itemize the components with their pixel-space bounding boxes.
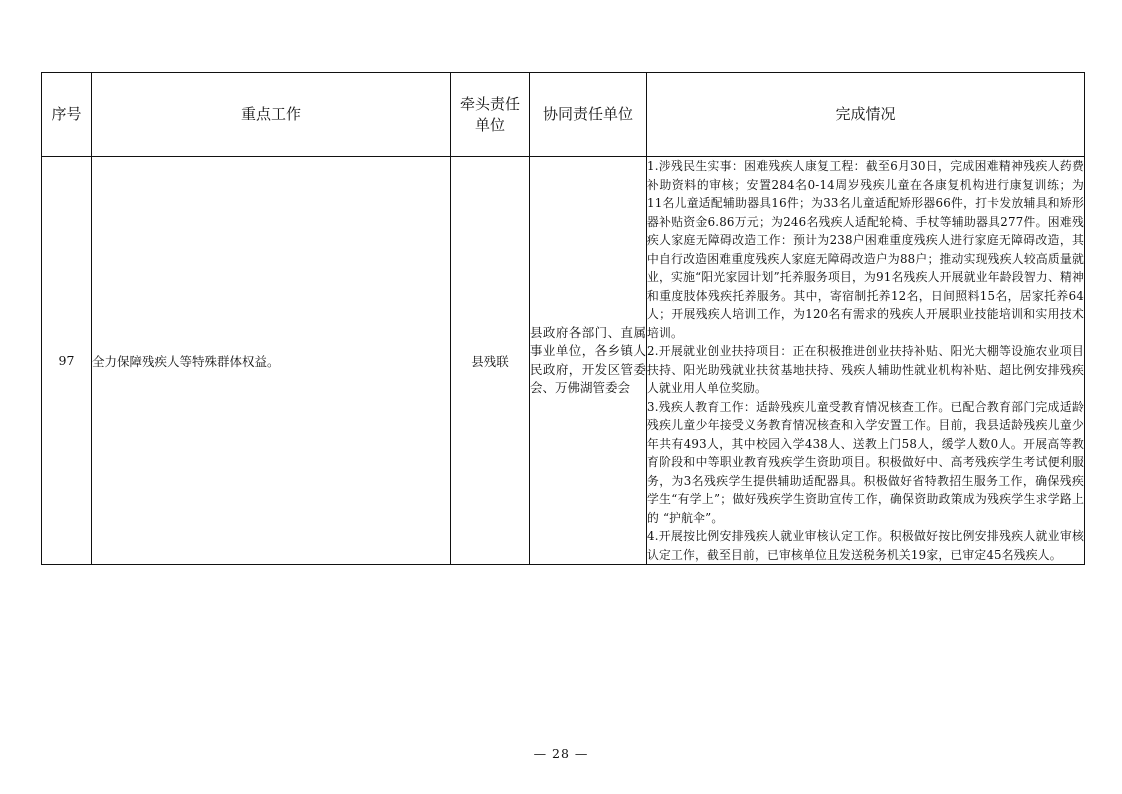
header-task: 重点工作: [92, 73, 451, 157]
work-table: [41, 72, 1085, 565]
row-completion: [647, 157, 1085, 565]
row-coop-units: 县政府各部门、直属事业单位，各乡镇人民政府，开发区管委会、万佛湖管委会: [530, 157, 647, 565]
row-index: 97: [42, 157, 92, 565]
header-row: [42, 73, 1085, 157]
page-number: — 28 —: [533, 746, 589, 761]
completion-item-3: 3.残疾人教育工作：适龄残疾儿童受教育情况核查工作。已配合教育部门完成适龄残疾儿童少年接受义务教育情况核查和入学安置工作。目前，我县适龄残疾儿童少年共有493人，其中校园入学438人、送教上门58人，缓学人数0人。开展高等教育阶段和中等职业教育残疾学生资助项目。积极做好中、高考残疾学生考试便利服务，为3名残疾学生提供辅助适配器具。积极做好省特教招生服务工作，确保残疾学生“有学上”；做好残疾学生资助宣传工作，确保资助政策成为残疾学生求学路上的 “护航伞”。: [647, 399, 1084, 525]
header-lead: 牵头责任 单位: [451, 73, 530, 157]
header-coop: 协同责任单位: [530, 73, 647, 157]
completion-item-1: 1.涉残民生实事：困难残疾人康复工程：截至6月30日，完成困难精神残疾人药费补助资料的审核；安置284名0-14周岁残疾儿童在各康复机构进行康复训练；为11名儿童适配辅助器具16件；为33名儿童适配矫形器66件，打卡发放辅具和矫形器补贴资金6.86万元；为246名残疾人适配轮椅、手杖等辅助器具277件。困难残疾人家庭无障碍改造工作：预计为238户困难重度残疾人进行家庭无障碍改造，其中自行改造困难重度残疾人家庭无障碍改造户为88户；推动实现残疾人较高质量就业，实施“阳光家园计划”托养服务项目，为91名残疾人开展就业年龄段智力、精神和重度肢体残疾托养服务。其中，寄宿制托养12名，日间照料15名，居家托养64人；开展残疾人培训工作，为120名有需求的残疾人开展职业技能培训和实用技术培训。: [647, 159, 1084, 340]
table-row: [42, 157, 1085, 565]
row-lead-unit: 县残联: [451, 157, 530, 565]
completion-item-4: 4.开展按比例安排残疾人就业审核认定工作。积极做好按比例安排残疾人就业审核认定工作，截至目前，已审核单位且发送税务机关19家，已审定45名残疾人。: [647, 529, 1084, 562]
row-task: 全力保障残疾人等特殊群体权益。: [92, 157, 451, 565]
completion-item-2: 2.开展就业创业扶持项目：正在积极推进创业扶持补贴、阳光大棚等设施农业项目扶持、阳光助残就业扶贫基地扶持、残疾人辅助性就业机构补贴、超比例安排残疾人就业用人单位奖励。: [647, 344, 1084, 395]
header-completion: 完成情况: [647, 73, 1085, 157]
header-index: 序号: [42, 73, 92, 157]
